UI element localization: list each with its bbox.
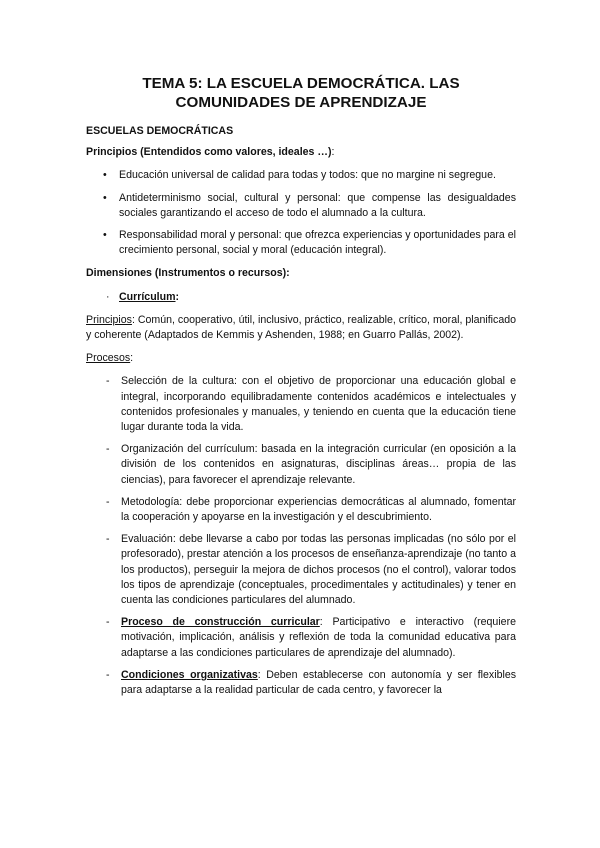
list-item (86, 228, 516, 258)
bullet-icon: • (103, 169, 107, 182)
list-item (86, 532, 516, 608)
list-item (86, 442, 516, 488)
title-line-2: COMUNIDADES DE APRENDIZAJE (175, 94, 427, 111)
small-bullet-icon: · (106, 290, 110, 303)
dash-icon: - (106, 443, 110, 456)
curriculum-colon: : (175, 290, 180, 303)
curriculum-principios-text: : Común, cooperativo, útil, inclusivo, práctico, realizable, crítico, moral, planificado y coherente (Adaptados de Kemmis y Ashenden, 1988; en Guarro Pallás, 2002). (86, 313, 516, 342)
procesos-colon: : (130, 352, 134, 365)
document-title (86, 74, 516, 112)
bullet-icon: • (103, 229, 107, 242)
list-item (86, 495, 516, 525)
principios-list (86, 168, 516, 258)
list-item-lead: Condiciones organizativas (121, 668, 258, 681)
principios-label: Principios (Entendidos como valores, ideales …) (86, 146, 332, 159)
dimensiones-heading: Dimensiones (Instrumentos o recursos): (86, 267, 290, 280)
list-item-text: : Participativo e interactivo (requiere motivación, implicación, análisis y reflexión de toda la comunidad educativa para adaptarse a las condiciones particulares de aprendizaje del alumnado). (121, 616, 516, 659)
list-item-text: : Deben establecerse con autonomía y ser flexibles para adaptarse a la realidad particular de cada centro, y favorecer la (121, 668, 517, 697)
list-item-text: Selección de la cultura: con el objetivo de proporcionar una educación global e integral, incorporando equilibradamente contenidos académicos e intelectuales y contenidos profesionales y manuales, y teniendo en cuenta que la educación tiene lugar durante toda la vida. (121, 375, 516, 434)
curriculum-label: Currículum (119, 290, 176, 303)
list-item-text: Responsabilidad moral y personal: que ofrezca experiencias y oportunidades para el crecimiento personal, social y moral (educación integral). (119, 229, 516, 257)
list-item (86, 168, 516, 183)
principios-colon: : (331, 146, 335, 159)
list-item (86, 374, 516, 435)
section-heading: ESCUELAS DEMOCRÁTICAS (86, 125, 234, 137)
list-item-text: Evaluación: debe llevarse a cabo por todas las personas implicadas (no sólo por el profesorado), prestar atención a los procesos de enseñanza-aprendizaje (no tanto a los productos), perseguir la mejora de dichos procesos (no el control), valorar todos los tipos de aprendizaje (conceptuales, procedimentales y actitudinales) y tener en cuenta las condiciones particulares del alumnado. (121, 533, 516, 607)
list-item-text: Educación universal de calidad para todas y todos: que no margine ni segregue. (119, 169, 496, 182)
list-item-text: Antideterminismo social, cultural y personal: que compense las desigualdades sociales garantizando el acceso de todo el alumnado a la cultura. (119, 191, 516, 219)
dash-icon: - (106, 533, 110, 546)
procesos-heading (86, 351, 516, 366)
list-item (86, 668, 516, 698)
list-item-text: Organización del currículum: basada en la integración curricular (en oposición a la división de los contenidos en asignaturas, disciplinas áreas… propia de las ciencias), para favorecer el aprendizaje relevante. (121, 443, 516, 486)
list-item (86, 191, 516, 221)
bullet-icon: • (103, 191, 107, 204)
curriculum-principios-label: Principios (86, 313, 132, 326)
curriculum-principios (86, 313, 516, 343)
list-item-lead: Proceso de construcción curricular (121, 616, 320, 629)
dash-icon: - (106, 495, 110, 508)
dash-icon: - (106, 616, 110, 629)
title-line-1: TEMA 5: LA ESCUELA DEMOCRÁTICA. LAS (142, 75, 460, 92)
list-item-text: Metodología: debe proporcionar experiencias democráticas al alumnado, fomentar la cooperación y apoyarse en la investigación y el descubrimiento. (121, 495, 516, 524)
dash-icon: - (106, 668, 110, 681)
principios-heading (86, 145, 516, 160)
procesos-label: Procesos (86, 352, 131, 365)
dash-icon: - (106, 375, 110, 388)
curriculum-item (86, 290, 516, 305)
document-page (86, 74, 516, 705)
list-item (86, 615, 516, 661)
procesos-list (86, 374, 516, 698)
